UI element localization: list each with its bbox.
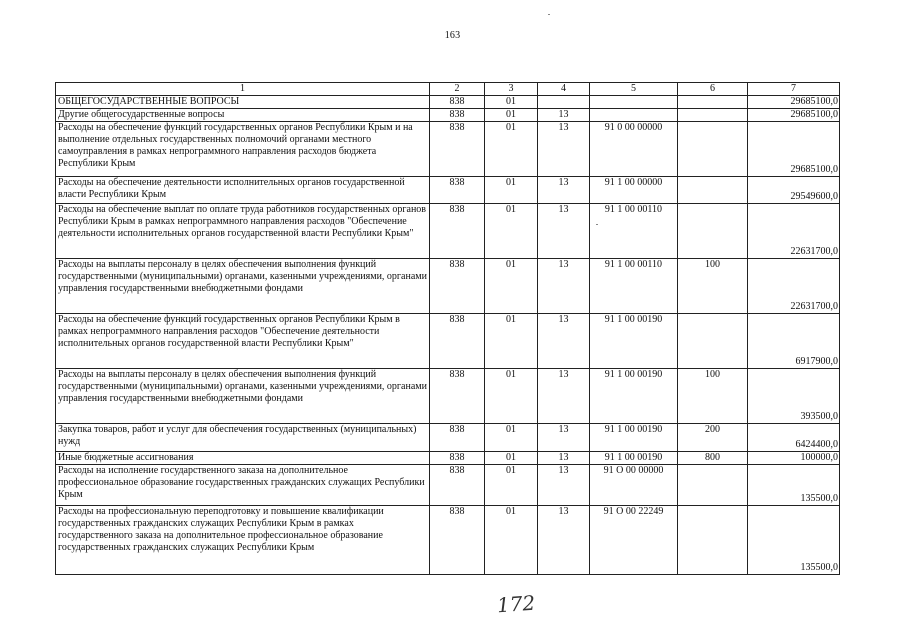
row-subsection: 13 (538, 506, 590, 575)
row-expense-type (678, 109, 748, 122)
row-subsection: 13 (538, 314, 590, 369)
row-section: 01 (485, 177, 538, 204)
table-row (56, 314, 840, 369)
row-section: 01 (485, 452, 538, 465)
row-subsection: 13 (538, 424, 590, 452)
row-subsection: 13 (538, 259, 590, 314)
table-row (56, 109, 840, 122)
scan-speck (596, 224, 598, 225)
header-cell: 4 (538, 83, 590, 96)
row-expense-type (678, 122, 748, 177)
row-name: Расходы на выплаты персоналу в целях обеспечения выполнения функций государственными (муниципальными) органами, казенными учреждениями, органами управления государственными внебюджетными фондами (56, 259, 430, 314)
row-name: Закупка товаров, работ и услуг для обеспечения государственных (муниципальных) нужд (56, 424, 430, 452)
row-expense-type (678, 506, 748, 575)
row-amount: 29685100,0 (748, 96, 840, 109)
row-admin-code: 838 (430, 204, 485, 259)
header-cell: 7 (748, 83, 840, 96)
table-row (56, 259, 840, 314)
row-target-article: 91 О 00 22249 (590, 506, 678, 575)
header-cell: 6 (678, 83, 748, 96)
header-cell: 1 (56, 83, 430, 96)
table-row (56, 424, 840, 452)
row-amount: 29685100,0 (748, 109, 840, 122)
row-amount: 22631700,0 (748, 204, 840, 259)
row-target-article: 91 1 00 00190 (590, 424, 678, 452)
budget-table (55, 82, 840, 575)
row-name: Иные бюджетные ассигнования (56, 452, 430, 465)
row-admin-code: 838 (430, 177, 485, 204)
row-subsection: 13 (538, 122, 590, 177)
row-admin-code: 838 (430, 96, 485, 109)
page-number: 163 (444, 30, 461, 41)
row-target-article: 91 1 00 00190 (590, 369, 678, 424)
row-admin-code: 838 (430, 369, 485, 424)
row-name: Другие общегосударственные вопросы (56, 109, 430, 122)
table-row (56, 369, 840, 424)
row-section: 01 (485, 204, 538, 259)
row-expense-type (678, 177, 748, 204)
header-cell: 3 (485, 83, 538, 96)
row-admin-code: 838 (430, 506, 485, 575)
row-subsection: 13 (538, 465, 590, 506)
row-expense-type (678, 314, 748, 369)
row-section: 01 (485, 109, 538, 122)
table-row (56, 465, 840, 506)
row-section: 01 (485, 465, 538, 506)
row-admin-code: 838 (430, 259, 485, 314)
row-target-article: 91 1 00 00000 (590, 177, 678, 204)
row-expense-type (678, 96, 748, 109)
row-name: Расходы на выплаты персоналу в целях обеспечения выполнения функций государственными (муниципальными) органами, казенными учреждениями, органами управления государственными внебюджетными фондами (56, 369, 430, 424)
row-section: 01 (485, 369, 538, 424)
row-admin-code: 838 (430, 122, 485, 177)
row-name: ОБЩЕГОСУДАРСТВЕННЫЕ ВОПРОСЫ (56, 96, 430, 109)
row-expense-type (678, 204, 748, 259)
row-section: 01 (485, 96, 538, 109)
row-name: Расходы на обеспечение функций государственных органов Республики Крым и на выполнение отдельных государственных полномочий органами местного самоуправления в рамках непрограммного направления расходов бюджета Республики Крым (56, 122, 430, 177)
row-section: 01 (485, 424, 538, 452)
row-subsection: 13 (538, 177, 590, 204)
row-name: Расходы на обеспечение деятельности исполнительных органов государственной власти Республики Крым (56, 177, 430, 204)
row-section: 01 (485, 122, 538, 177)
row-subsection: 13 (538, 369, 590, 424)
row-target-article: 91 1 00 00190 (590, 452, 678, 465)
table-row (56, 452, 840, 465)
row-target-article (590, 96, 678, 109)
row-subsection: 13 (538, 452, 590, 465)
row-expense-type: 100 (678, 259, 748, 314)
row-target-article: 91 1 00 00190 (590, 314, 678, 369)
row-admin-code: 838 (430, 314, 485, 369)
row-admin-code: 838 (430, 109, 485, 122)
row-subsection: 13 (538, 109, 590, 122)
table-row (56, 96, 840, 109)
row-section: 01 (485, 314, 538, 369)
header-row (56, 83, 840, 96)
row-expense-type: 100 (678, 369, 748, 424)
handwritten-page-number: 172 (496, 590, 536, 618)
row-amount: 6917900,0 (748, 314, 840, 369)
row-admin-code: 838 (430, 465, 485, 506)
row-amount: 393500,0 (748, 369, 840, 424)
row-name: Расходы на исполнение государственного заказа на дополнительное профессиональное образование государственных гражданских служащих Республики Крым (56, 465, 430, 506)
scan-speck (548, 14, 550, 15)
row-expense-type (678, 465, 748, 506)
table-row (56, 122, 840, 177)
row-name: Расходы на обеспечение функций государственных органов Республики Крым в рамках непрограммного направления расходов "Обеспечение деятельности исполнительных органов государственной власти Республики Крым" (56, 314, 430, 369)
row-target-article: 91 1 00 00110 (590, 204, 678, 259)
row-subsection (538, 96, 590, 109)
row-amount: 6424400,0 (748, 424, 840, 452)
row-section: 01 (485, 259, 538, 314)
header-cell: 5 (590, 83, 678, 96)
row-target-article (590, 109, 678, 122)
row-amount: 135500,0 (748, 465, 840, 506)
row-name: Расходы на обеспечение выплат по оплате труда работников государственных органов Республики Крым в рамках непрограммного направления расходов "Обеспечение деятельности исполнительных органов государственной власти Республики Крым" (56, 204, 430, 259)
row-amount: 29549600,0 (748, 177, 840, 204)
row-admin-code: 838 (430, 424, 485, 452)
table-row (56, 177, 840, 204)
row-target-article: 91 О 00 00000 (590, 465, 678, 506)
row-expense-type: 200 (678, 424, 748, 452)
row-admin-code: 838 (430, 452, 485, 465)
row-amount: 29685100,0 (748, 122, 840, 177)
row-target-article: 91 0 00 00000 (590, 122, 678, 177)
row-amount: 100000,0 (748, 452, 840, 465)
row-expense-type: 800 (678, 452, 748, 465)
row-amount: 135500,0 (748, 506, 840, 575)
row-name: Расходы на профессиональную переподготовку и повышение квалификации государственных гражданских служащих Республики Крым в рамках государственного заказа на дополнительное профессиональное образование государственных гражданских служащих Республики Крым (56, 506, 430, 575)
row-subsection: 13 (538, 204, 590, 259)
table-row (56, 204, 840, 259)
row-section: 01 (485, 506, 538, 575)
row-amount: 22631700,0 (748, 259, 840, 314)
row-target-article: 91 1 00 00110 (590, 259, 678, 314)
table-row (56, 506, 840, 575)
header-cell: 2 (430, 83, 485, 96)
